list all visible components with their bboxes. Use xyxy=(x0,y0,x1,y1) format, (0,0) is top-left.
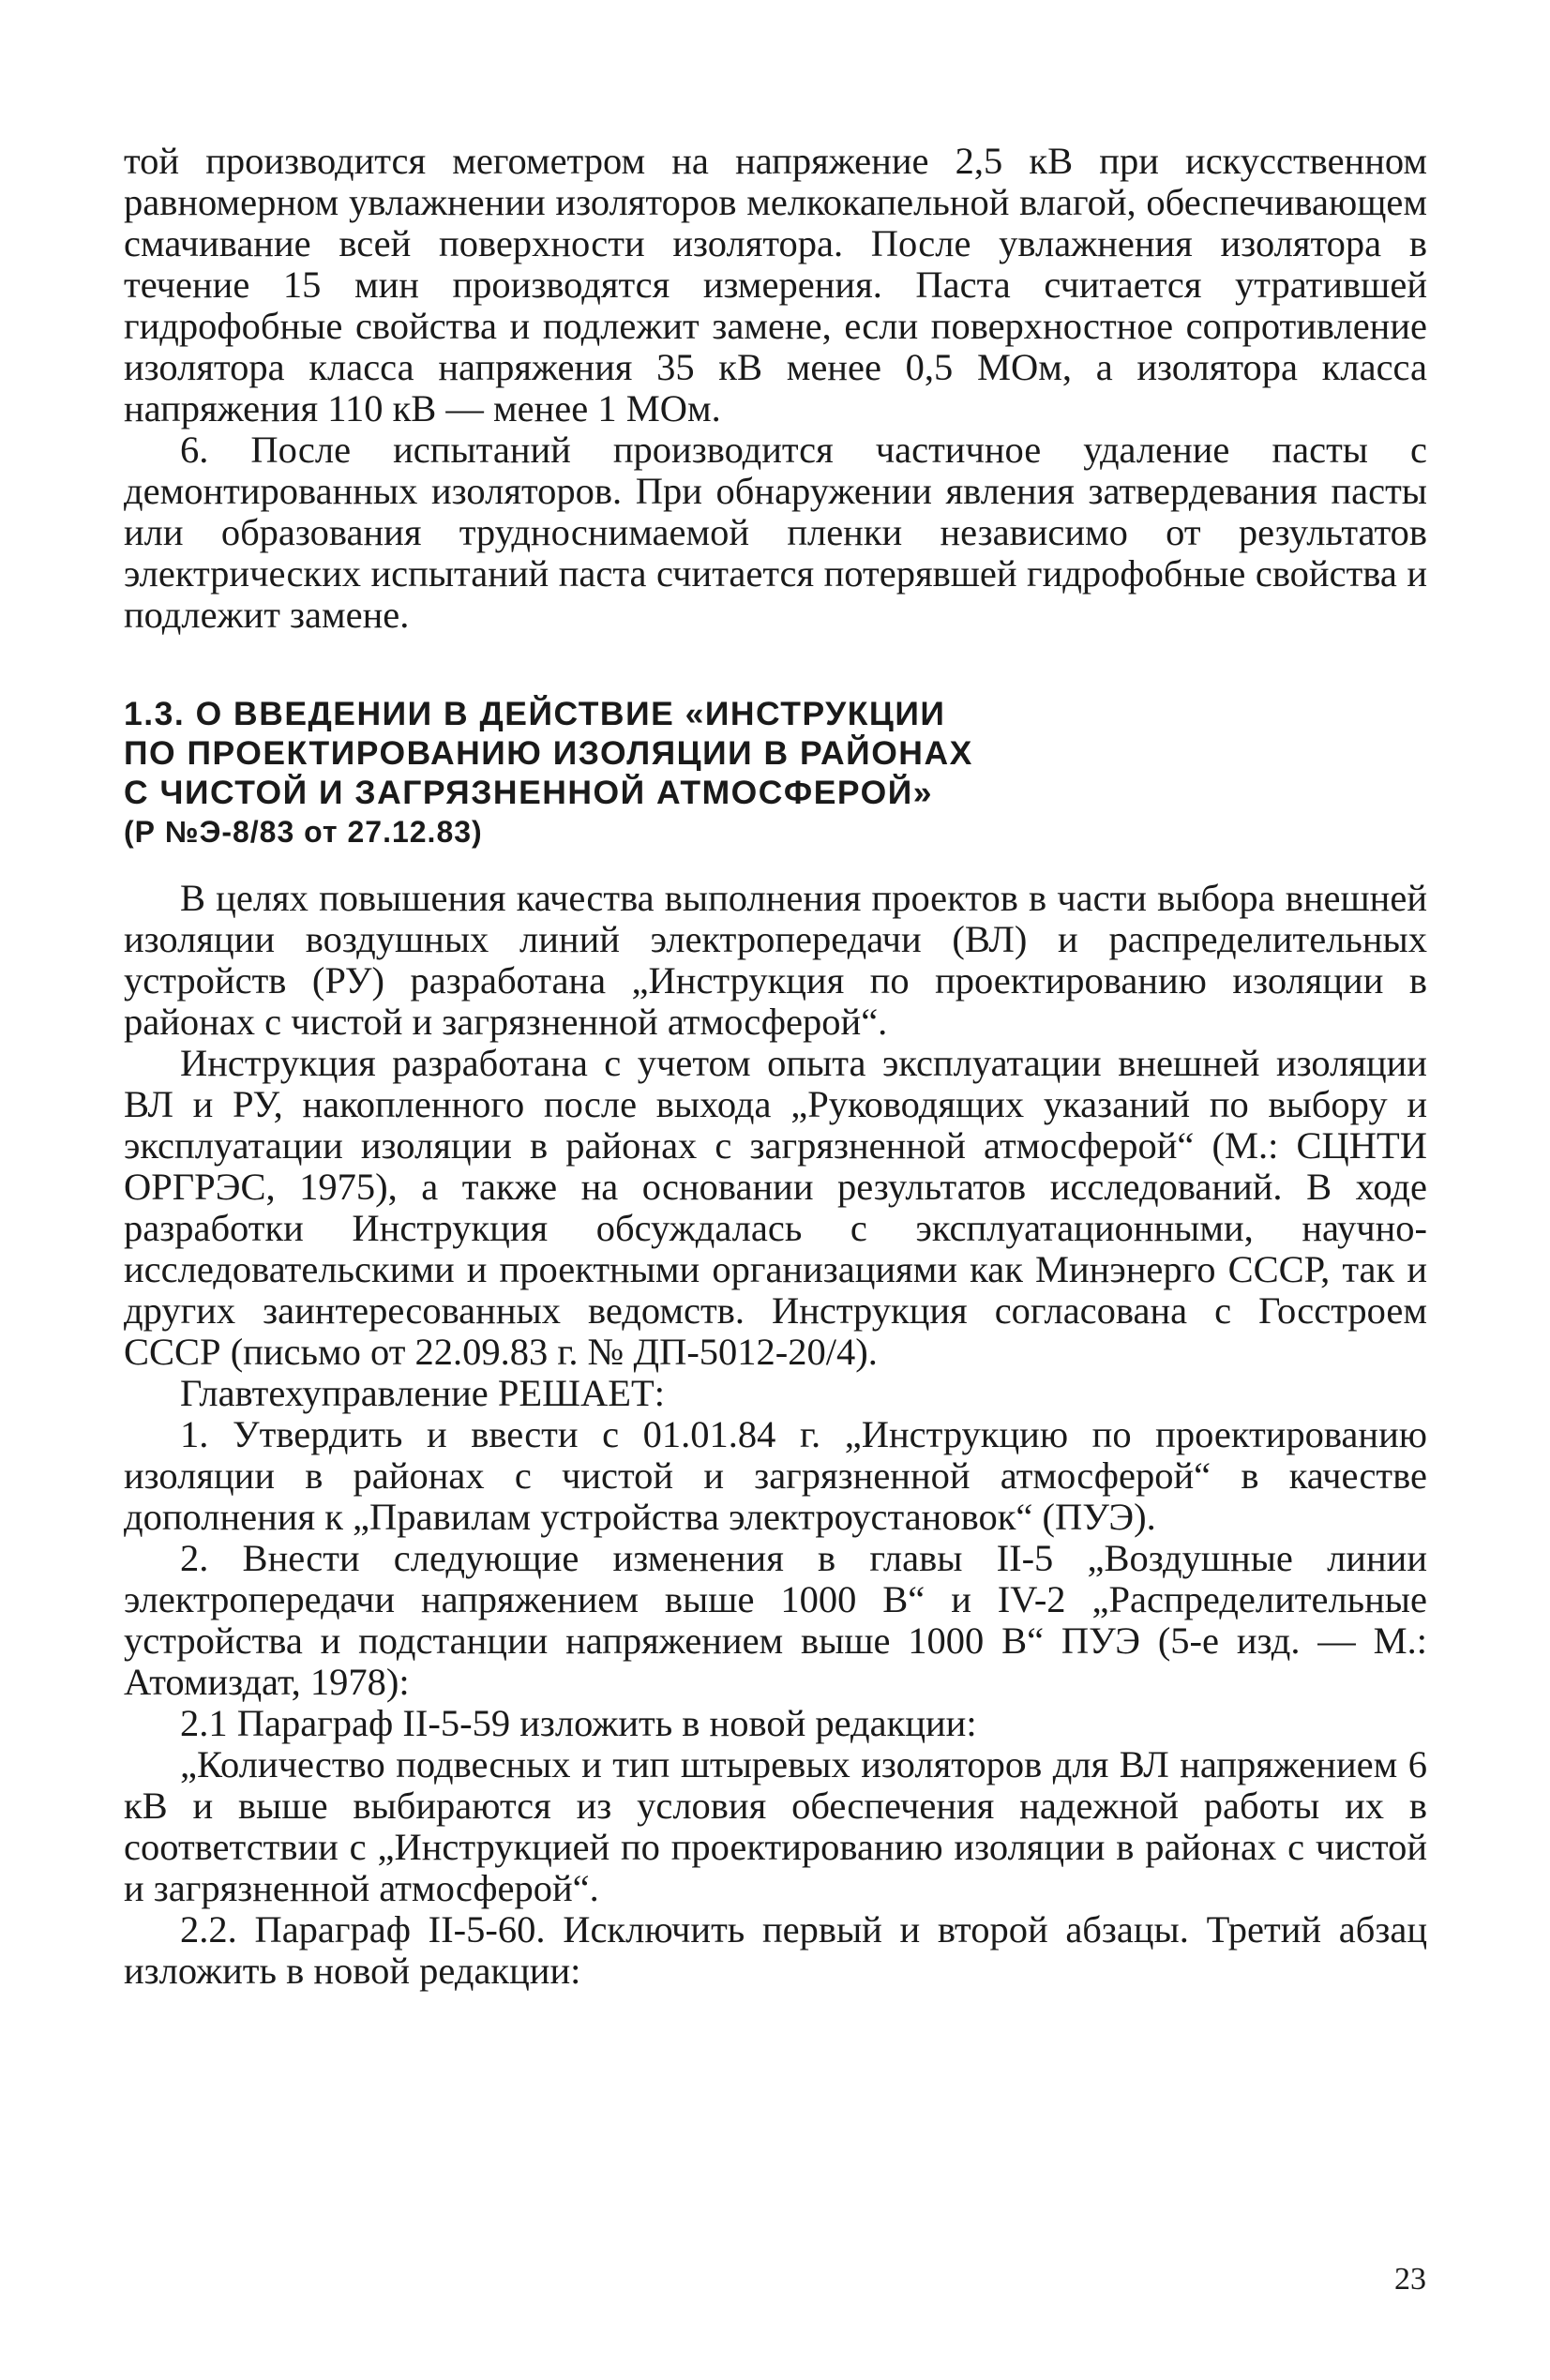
paragraph-continued: той производится мегометром на напряжение 2,5 кВ при искусственном равномерном увлажнении изоляторов мелкокапельной влагой, обеспечивающем смачивание всей поверхности изолятора. После увлажнения изолятора в течение 15 мин производятся измерения. Паста считается утратившей гидрофобные свойства и подлежит замене, если поверхностное сопротивление изолятора класса напряжения 35 кВ менее 0,5 МОм, а изолятора класса напряжения 110 кВ — менее 1 МОм. xyxy=(124,140,1427,429)
paragraph-item-2-1: 2.1 Параграф II-5-59 изложить в новой редакции: xyxy=(180,1702,977,1744)
paragraph-item-2-2: 2.2. Параграф II-5-60. Исключить первый и второй абзацы. Третий абзац изложить в новой редакции: xyxy=(124,1908,1427,1992)
paragraph-decides: Главтехуправление РЕШАЕТ: xyxy=(180,1372,665,1414)
section-heading xyxy=(124,694,1427,812)
page-number: 23 xyxy=(1394,2262,1426,2297)
paragraph-instruction: Инструкция разработана с учетом опыта эксплуатации внешней изоляции ВЛ и РУ, накопленного после выхода „Руководящих указаний по выбору и эксплуатации изоляции в районах с загрязненной атмосферой“ (М.: СЦНТИ ОРГРЭС, 1975), а также на основании результатов исследований. В ходе разработки Инструкция обсуждалась с эксплуатационными, научно-исследовательскими и проектными организациями как Минэнерго СССР, так и других заинтересованных ведомств. Инструкция согласована с Госстроем СССР (письмо от 22.09.83 г. № ДП-5012-20/4). xyxy=(124,1042,1427,1373)
page-body xyxy=(124,141,1427,1992)
paragraph-quote: „Количество подвесных и тип штыревых изоляторов для ВЛ напряжением 6 кВ и выше выбираются из условия обеспечения надежной работы их в соответствии с „Инструкцией по проектированию изоляции в районах с чистой и загрязненной атмосферой“. xyxy=(124,1743,1427,1909)
paragraph-intro: В целях повышения качества выполнения проектов в части выбора внешней изоляции воздушных линий электропередачи (ВЛ) и распределительных устройств (РУ) разработана „Инструкция по проектированию изоляции в районах с чистой и загрязненной атмосферой“. xyxy=(124,877,1427,1043)
heading-line-2: ПО ПРОЕКТИРОВАНИЮ ИЗОЛЯЦИИ В РАЙОНАХ xyxy=(124,734,973,772)
heading-line-3: С ЧИСТОЙ И ЗАГРЯЗНЕННОЙ АТМОСФЕРОЙ» xyxy=(124,774,933,811)
heading-line-1: 1.3. О ВВЕДЕНИИ В ДЕЙСТВИЕ «ИНСТРУКЦИИ xyxy=(124,695,946,732)
paragraph-item-1: 1. Утвердить и ввести с 01.01.84 г. „Инструкцию по проектированию изоляции в районах с чистой и загрязненной атмосферой“ в качестве дополнения к „Правилам устройства электроустановок“ (ПУЭ). xyxy=(124,1413,1427,1538)
heading-reference: (Р №Э-8/83 от 27.12.83) xyxy=(124,815,483,849)
paragraph-item-6: 6. После испытаний производится частичное удаление пасты с демонтированных изоляторов. При обнаружении явления затвердевания пасты или образования трудноснимаемой пленки независимо от результатов электрических испытаний паста считается потерявшей гидрофобные свойства и подлежит замене. xyxy=(124,429,1427,636)
paragraph-item-2: 2. Внести следующие изменения в главы II-5 „Воздушные линии электропередачи напряжением выше 1000 В“ и IV-2 „Распределительные устройства и подстанции напряжением выше 1000 В“ ПУЭ (5-е изд. — М.: Атомиздат, 1978): xyxy=(124,1537,1427,1703)
